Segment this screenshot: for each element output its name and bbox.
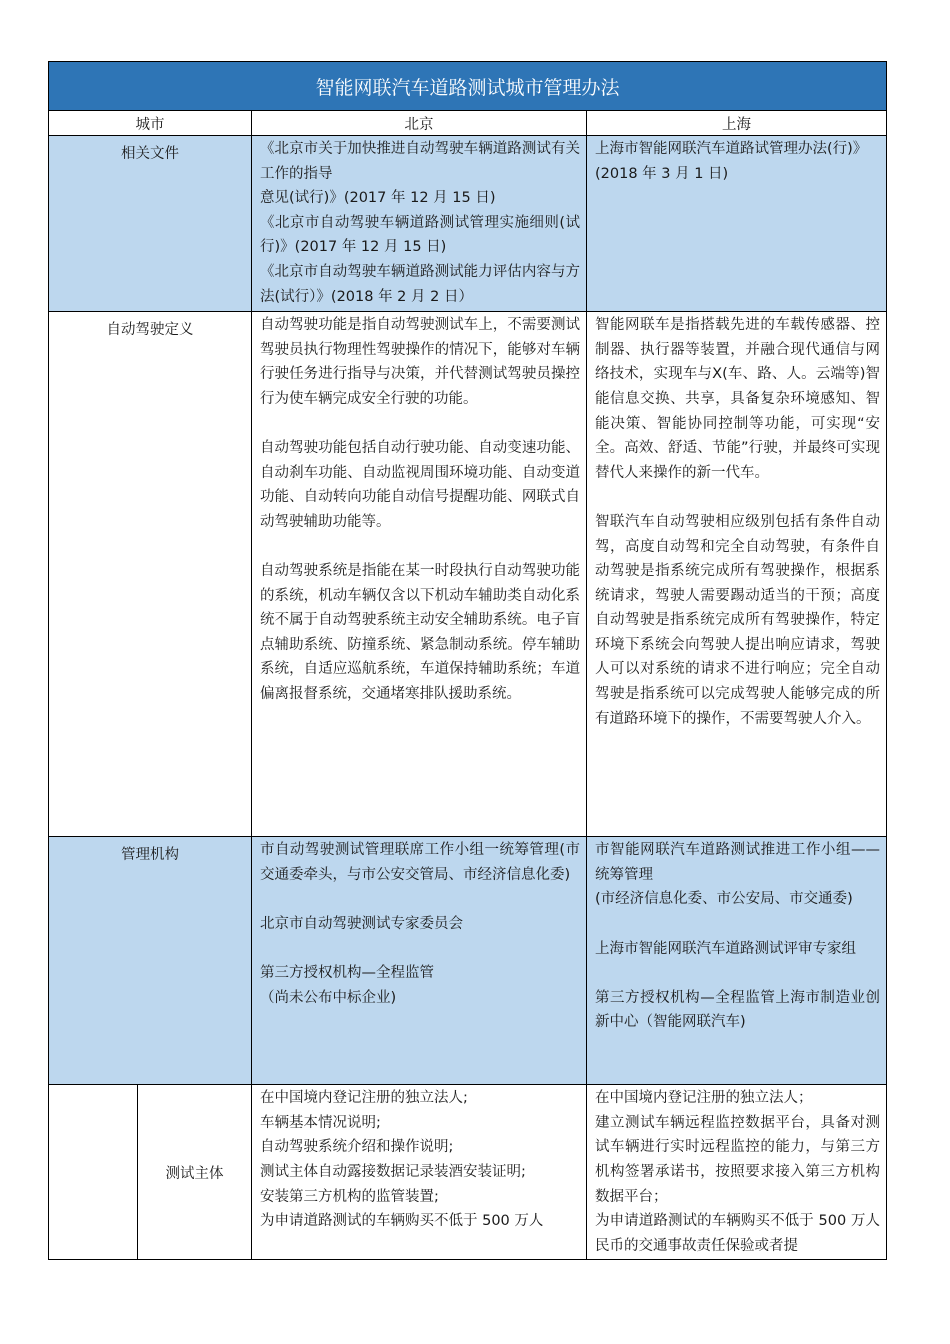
doc-text: (2018 年 3 月 1 日) — [595, 165, 729, 182]
shanghai-management — [587, 837, 887, 1085]
paragraph: 市自动驾驶测试管理联席工作小组一统筹管理(市交通委牵头，与市公安交管局、市经济信息化委) — [260, 842, 580, 883]
doc-text: 上海市智能网联汽车道路试管理办法(行)》 — [595, 141, 868, 157]
paragraph: 第三方授权机构—全程监管上海市制造业创新中心（智能网联汽车) — [595, 989, 881, 1031]
doc-text: 《北京市自动驾驶车辆道路测试能力评估内容与方法(试行）》(2018 年 2 月 2 日） — [260, 263, 580, 305]
row-label-subject: 测试主体 — [138, 1085, 252, 1260]
beijing-documents — [252, 136, 587, 312]
row-related-documents — [49, 136, 887, 312]
beijing-definition — [252, 312, 587, 837]
list-item: 车辆基本情况说明; — [260, 1114, 381, 1131]
paragraph: 自动驾驶功能是指自动驾驶测试车上，不需要测试驾驶员执行物理性驾驶操作的情况下，能够对车辆行驶任务进行指导与决策，并代替测试驾驶员操控行为使车辆完成安全行驶的功能。 — [260, 317, 580, 407]
shanghai-subject — [587, 1085, 887, 1260]
shanghai-documents — [587, 136, 887, 312]
row-management — [49, 837, 887, 1085]
paragraph: 市智能网联汽车道路测试推进工作小组——统筹管理 — [595, 842, 881, 883]
list-item: 在中国境内登记注册的独立法人; — [260, 1090, 468, 1107]
paragraph: (市经济信息化委、市公安局、市交通委) — [595, 891, 853, 908]
header-city: 城市 — [49, 111, 252, 136]
row-label-management: 管理机构 — [49, 837, 252, 1085]
table-title: 智能网联汽车道路测试城市管理办法 — [49, 62, 887, 111]
paragraph: 自动驾驶系统是指能在某一时段执行自动驾驶功能的系统，机动车辆仅含以下机动车辅助类自动化系统不属于自动驾驶系统主动安全辅助系统。电子盲点辅助系统、防撞系统、紧急制动系统。停车辅助系统，自适应巡航系统，车道保持辅助系统；车道偏离报督系统，交通堵寒排队援助系统。 — [260, 563, 580, 703]
list-item: 自动驾驶系统介绍和操作说明; — [260, 1139, 454, 1156]
header-shanghai: 上海 — [587, 111, 887, 136]
list-item: 为申请道路测试的车辆购买不低于 500 万人 — [260, 1213, 544, 1230]
list-item: 测试主体自动露接数据记录装酒安装证明; — [260, 1163, 526, 1180]
paragraph: 智联汽车自动驾驶相应级别包括有条件自动驾，高度自动驾和完全自动驾驶，有条件自动驾驶是指系统完成所有驾驶操作，根据系统请求，驾驶人需要踢动适当的干预；高度自动驾驶是指系统完成所有驾驶操作，特定环境下系统会向驾驶人提出响应请求，驾驶人可以对系统的请求不进行响应；完全自动驾驶是指系统可以完成驾驶人能够完成的所有道路环境下的操作，不需要驾驶人介入。 — [595, 513, 881, 727]
paragraph: 上海市智能网联汽车道路测试评审专家组 — [595, 940, 856, 957]
shanghai-definition — [587, 312, 887, 837]
paragraph: 自动驾驶功能包括自动行驶功能、自动变速功能、自动刹车功能、自动监视周围环境功能、自动变道功能、自动转向功能自动信号提醒功能、网联式自动驾驶辅助功能等。 — [260, 440, 580, 530]
list-item: 为申请道路测试的车辆购买不低于 500 万人民币的交通事故责任保验或者提 — [595, 1213, 881, 1254]
list-item: 建立测试车辆远程监控数据平台，具备对测试车辆进行实时远程监控的能力，与第三方机构签署承诺书，按照要求接入第三方机构数据平台； — [595, 1114, 881, 1205]
list-item: 安装第三方机构的监管装置; — [260, 1188, 439, 1205]
doc-text: 《北京市关于加快推进自动驾驶车辆道路测试有关工作的指导 — [260, 141, 580, 182]
paragraph: 智能网联车是指搭载先进的车载传感器、控制器、执行器等装置，并融合现代通信与网络技术，实现车与X(车、路、人。云端等)智能信息交换、共享，具备复杂环境感知、智能决策、智能协同控制等功能，可实现“安全。高效、舒适、节能”行驶，并最终可实现替代人来操作的新一代车。 — [595, 317, 881, 481]
row-label-documents: 相关文件 — [49, 136, 252, 312]
list-item: 在中国境内登记注册的独立法人； — [595, 1090, 813, 1107]
paragraph: 北京市自动驾驶测试专家委员会 — [260, 915, 463, 932]
row-label-definition: 自动驾驶定义 — [49, 312, 252, 837]
empty-cell — [49, 1085, 138, 1260]
doc-text: 意见(试行)》(2017 年 12 月 15 日) — [260, 190, 496, 207]
row-test-subject — [49, 1085, 887, 1260]
paragraph: （尚未公布中标企业) — [260, 989, 397, 1006]
beijing-management — [252, 837, 587, 1085]
doc-text: 《北京市自动驾驶车辆道路测试管理实施细则(试行)》(2017 年 12 月 15 日) — [260, 214, 580, 256]
row-definition — [49, 312, 887, 837]
regulation-table — [48, 61, 887, 1260]
paragraph: 第三方授权机构—全程监管 — [260, 965, 434, 982]
beijing-subject — [252, 1085, 587, 1260]
header-beijing: 北京 — [252, 111, 587, 136]
